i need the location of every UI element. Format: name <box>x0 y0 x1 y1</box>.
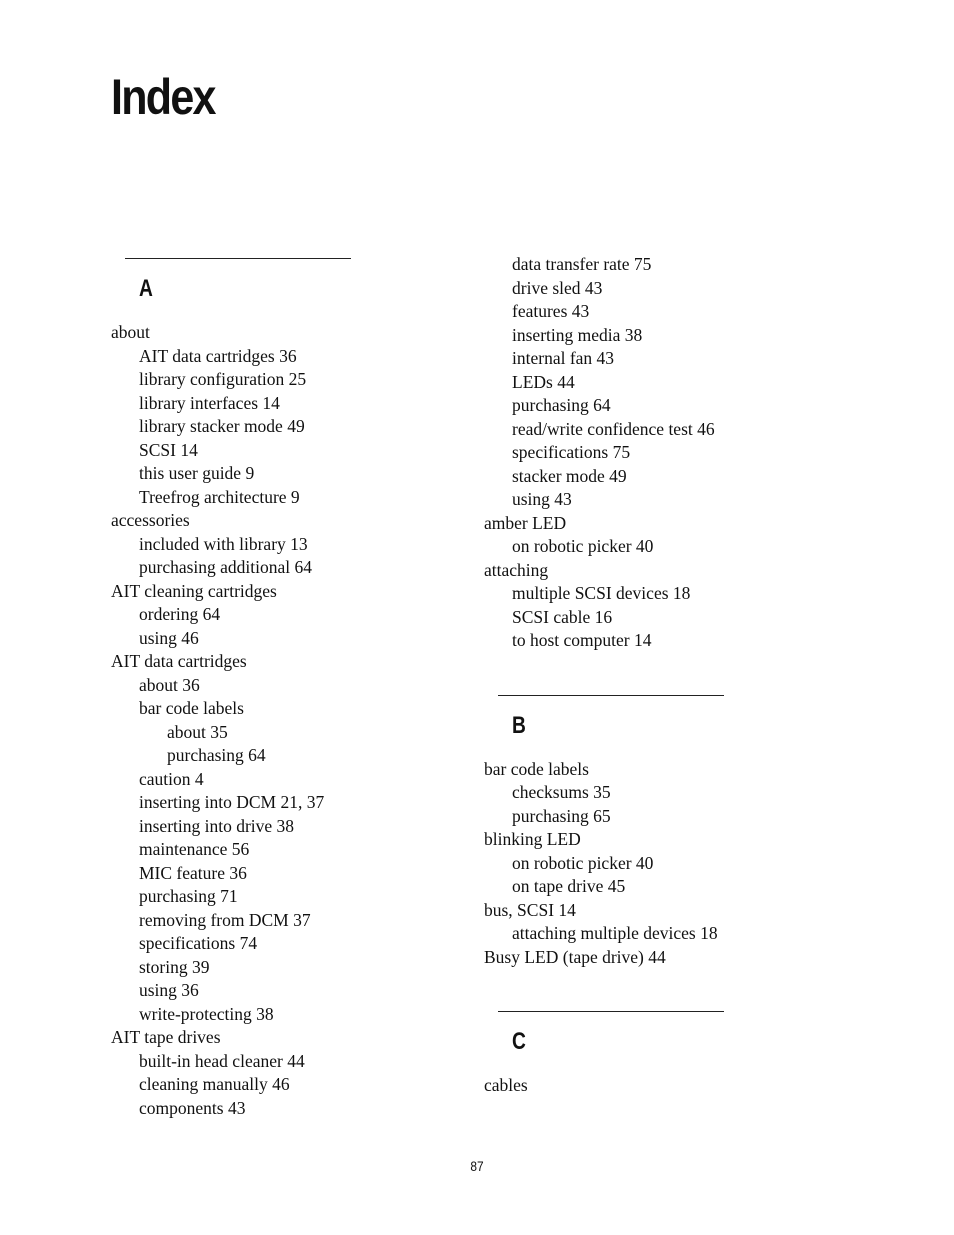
page-title: Index <box>111 69 215 125</box>
index-column-left <box>111 258 491 1120</box>
index-subentry: maintenance 56 <box>139 839 250 859</box>
index-subentry: using 36 <box>139 980 199 1000</box>
index-subentry: to host computer 14 <box>512 630 652 650</box>
index-subentry: internal fan 43 <box>512 348 615 368</box>
section-letter: C <box>512 1028 526 1055</box>
index-subentry: purchasing 65 <box>512 805 611 826</box>
section-divider <box>498 695 724 696</box>
index-subentry: caution 4 <box>139 768 204 789</box>
index-subentry: SCSI 14 <box>139 439 198 460</box>
index-subentry: features 43 <box>512 301 590 321</box>
section-gap <box>484 653 864 695</box>
index-subentry: AIT data cartridges 36 <box>139 345 297 366</box>
index-subentry: on robotic picker 40 <box>512 536 654 556</box>
index-subentry: on robotic picker 40 <box>512 852 654 873</box>
index-subentry: library stacker mode 49 <box>139 416 305 436</box>
index-subentry: using 43 <box>512 489 572 509</box>
index-entry: cables <box>484 1075 528 1095</box>
index-subentry: multiple SCSI devices 18 <box>512 583 691 603</box>
index-entry: accessories <box>111 510 190 530</box>
index-subentry: checksums 35 <box>512 782 611 802</box>
index-subentry: LEDs 44 <box>512 371 575 392</box>
index-subentry: inserting into DCM 21, 37 <box>139 792 325 812</box>
index-subentry: SCSI cable 16 <box>512 606 613 627</box>
index-entry: Busy LED (tape drive) 44 <box>484 946 666 967</box>
index-subentry: write-protecting 38 <box>139 1003 274 1024</box>
index-subentry: purchasing 71 <box>139 886 238 906</box>
index-subentry: built-in head cleaner 44 <box>139 1050 305 1071</box>
index-entry: bar code labels <box>484 758 589 779</box>
index-subentry: purchasing additional 64 <box>139 557 313 577</box>
index-subentry: data transfer rate 75 <box>512 254 652 274</box>
index-subentry: read/write confidence test 46 <box>512 418 715 439</box>
index-subentry: ordering 64 <box>139 604 221 624</box>
index-subentry: library interfaces 14 <box>139 392 280 413</box>
index-subentry: Treefrog architecture 9 <box>139 486 300 507</box>
index-subentry: purchasing 64 <box>167 745 266 765</box>
index-entry: AIT data cartridges <box>111 651 247 671</box>
index-subentry: specifications 75 <box>512 442 631 462</box>
index-entry: blinking LED <box>484 829 581 849</box>
index-entry: amber LED <box>484 512 567 533</box>
index-subentry: about 35 <box>167 721 228 742</box>
section-divider <box>498 1011 724 1012</box>
index-subentry: removing from DCM 37 <box>139 909 311 930</box>
index-subentry: inserting into drive 38 <box>139 815 295 836</box>
index-subentry: drive sled 43 <box>512 277 603 298</box>
index-entry: about <box>111 322 150 342</box>
index-subentry: storing 39 <box>139 956 210 977</box>
index-subentry: library configuration 25 <box>139 369 307 389</box>
index-subentry: specifications 74 <box>139 933 258 953</box>
index-subentry: using 46 <box>139 627 199 648</box>
index-subentry: cleaning manually 46 <box>139 1074 290 1094</box>
index-subentry: components 43 <box>139 1097 246 1118</box>
index-subentry: on tape drive 45 <box>512 876 626 896</box>
index-subentry: attaching multiple devices 18 <box>512 923 718 943</box>
section-letter: B <box>512 711 526 739</box>
section-gap <box>484 969 864 1011</box>
index-entry: AIT cleaning cartridges <box>111 580 277 601</box>
index-entry: attaching <box>484 559 549 580</box>
index-subentry: this user guide 9 <box>139 463 255 483</box>
index-subentry: purchasing 64 <box>512 395 611 415</box>
index-entry: AIT tape drives <box>111 1027 221 1047</box>
index-subentry: MIC feature 36 <box>139 862 247 883</box>
section-divider <box>125 258 351 259</box>
index-subentry: inserting media 38 <box>512 324 643 345</box>
page-number: 87 <box>470 1158 484 1174</box>
index-subentry: bar code labels <box>139 698 244 718</box>
index-subentry: stacker mode 49 <box>512 465 627 486</box>
index-subentry: about 36 <box>139 674 200 695</box>
index-subentry: included with library 13 <box>139 533 308 554</box>
index-column-right <box>484 253 864 1098</box>
index-entry: bus, SCSI 14 <box>484 899 576 920</box>
section-letter: A <box>139 275 153 302</box>
